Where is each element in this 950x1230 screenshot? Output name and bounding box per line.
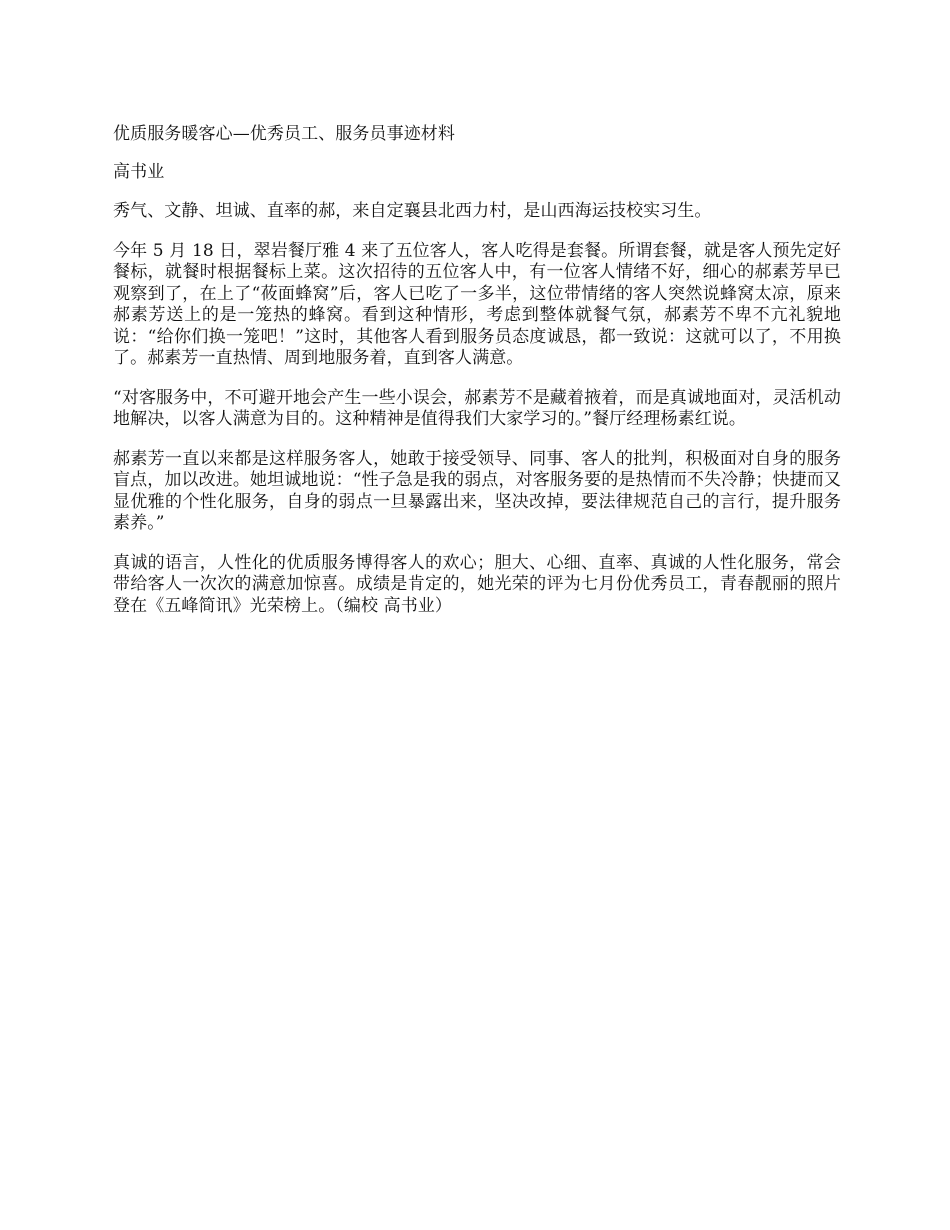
paragraph-manager-quote: “对客服务中，不可避开地会产生一些小误会，郝素芳不是藏着掖着，而是真诚地面对，灵活机动地解决，以客人满意为目的。这种精神是值得我们大家学习的。”餐厅经理杨素红说。: [113, 387, 841, 429]
paragraph-incident: 今年 5 月 18 日，翠岩餐厅雅 4 来了五位客人，客人吃得是套餐。所谓套餐，就是客人预先定好餐标，就餐时根据餐标上菜。这次招待的五位客人中，有一位客人情绪不好，细心的郝素芳早已观察到了，在上了“莜面蜂窝”后，客人已吃了一多半，这位带情绪的客人突然说蜂窝太凉，原来郝素芳送上的是一笼热的蜂窝。看到这种情形，考虑到整体就餐气氛，郝素芳不卑不亢礼貌地说：“给你们换一笼吧！”这时，其他客人看到服务员态度诚恳，都一致说：这就可以了，不用换了。郝素芳一直热情、周到地服务着，直到客人满意。: [113, 240, 841, 368]
document-page: [113, 124, 841, 635]
document-author: 高书业: [113, 161, 165, 182]
paragraph-intro: 秀气、文静、坦诚、直率的郝，来自定襄县北西力村，是山西海运技校实习生。: [113, 201, 712, 221]
document-title: 优质服务暖客心—优秀员工、服务员事迹材料: [113, 124, 455, 144]
paragraph-self-reflection: 郝素芳一直以来都是这样服务客人，她敢于接受领导、同事、客人的批判，积极面对自身的服务盲点，加以改进。她坦诚地说：“性子急是我的弱点，对客服务要的是热情而不失冷静；快捷而又显优雅的个性化服务，自身的弱点一旦暴露出来，坚决改掉，要法律规范自己的言行，提升服务素养。”: [113, 448, 841, 533]
paragraph-conclusion: 真诚的语言，人性化的优质服务博得客人的欢心；胆大、心细、直率、真诚的人性化服务，常会带给客人一次次的满意加惊喜。成绩是肯定的，她光荣的评为七月份优秀员工，青春靓丽的照片登在《五峰简讯》光荣榜上。（编校 高书业）: [113, 552, 841, 616]
